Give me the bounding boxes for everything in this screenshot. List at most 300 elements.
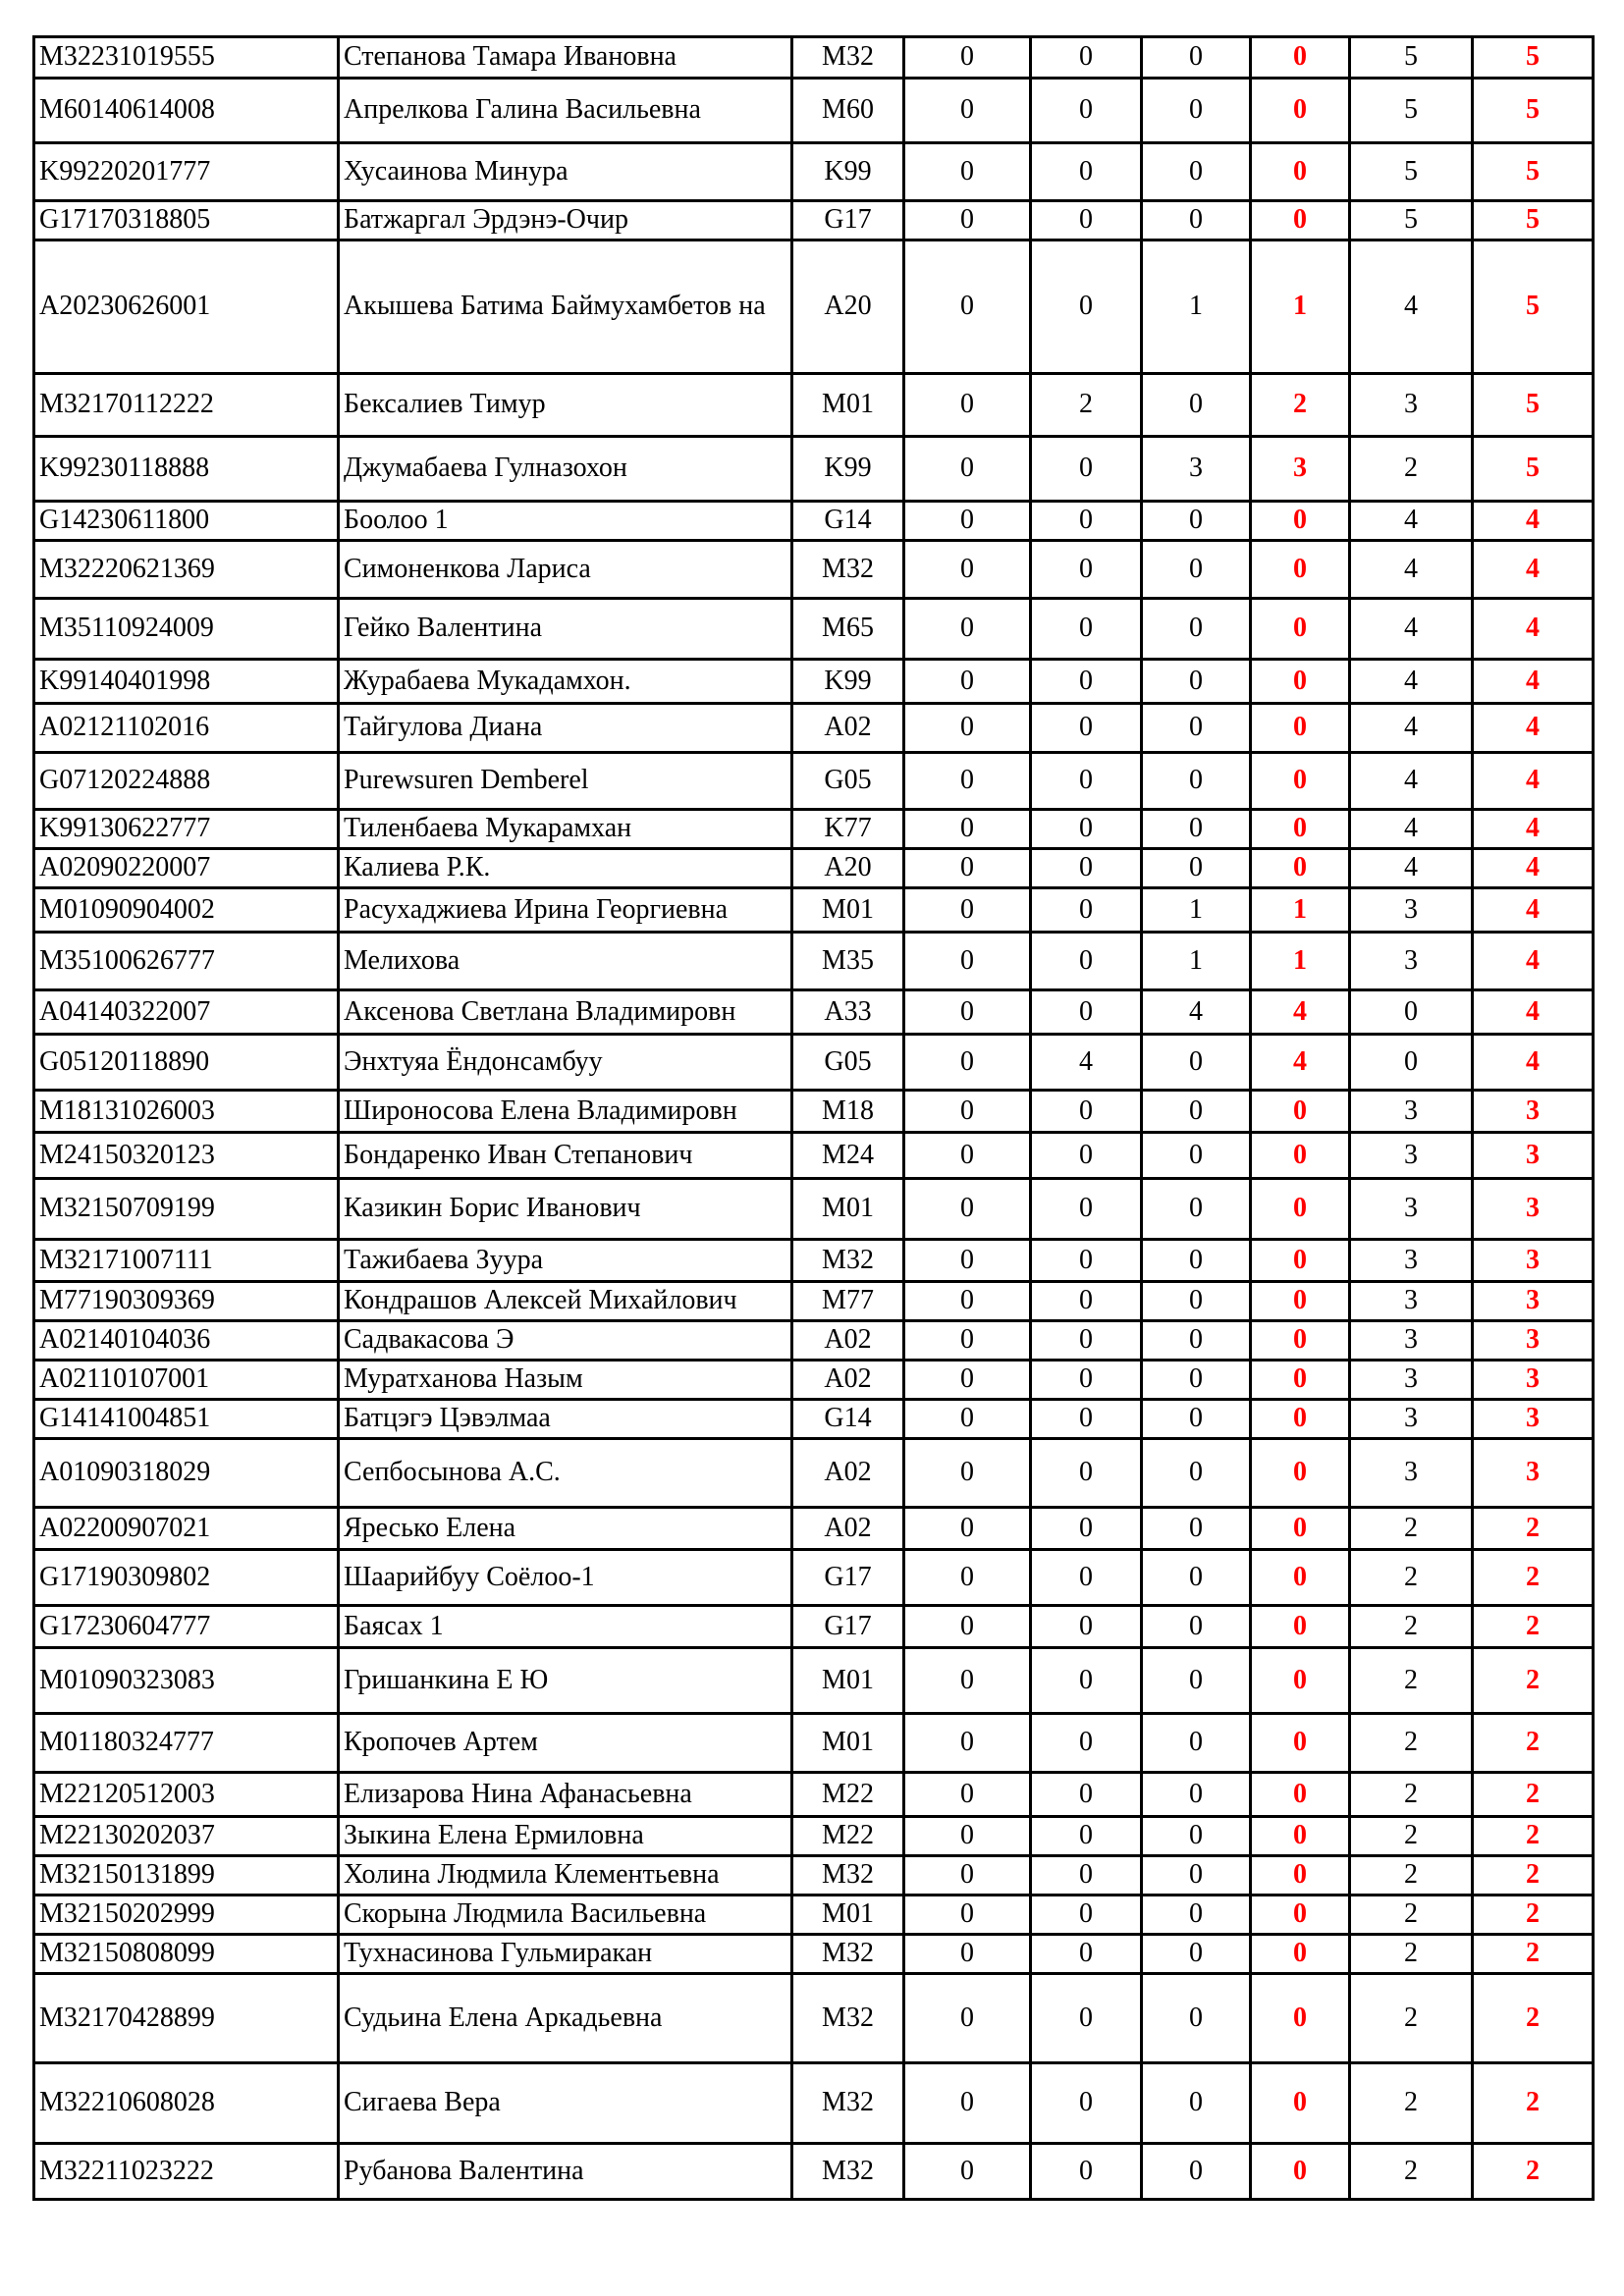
- row-value-3: 1: [1142, 888, 1251, 933]
- row-value-3: 0: [1142, 37, 1251, 79]
- table-row: [34, 1935, 1594, 1974]
- row-sum: 0: [1251, 1714, 1350, 1773]
- row-code: M01: [792, 1896, 904, 1935]
- row-name: Скорына Людмила Васильевна: [339, 1896, 792, 1935]
- row-value-1: 0: [904, 1606, 1031, 1648]
- table-row: [34, 1091, 1594, 1133]
- row-code: M32: [792, 2063, 904, 2144]
- table-row: [34, 1035, 1594, 1091]
- row-total: 2: [1473, 2144, 1594, 2200]
- row-sum: 0: [1251, 1240, 1350, 1282]
- row-value-1: 0: [904, 437, 1031, 502]
- row-value-5: 3: [1350, 888, 1473, 933]
- row-sum: 0: [1251, 1508, 1350, 1550]
- row-value-3: 4: [1142, 990, 1251, 1035]
- row-value-2: 0: [1031, 37, 1142, 79]
- row-id: M32150202999: [34, 1896, 339, 1935]
- row-name: Аксенова Светлана Владимировн: [339, 990, 792, 1035]
- row-value-5: 5: [1350, 201, 1473, 240]
- row-value-5: 2: [1350, 1974, 1473, 2063]
- row-value-1: 0: [904, 240, 1031, 374]
- row-value-2: 0: [1031, 240, 1142, 374]
- row-code: A02: [792, 1439, 904, 1508]
- row-value-5: 3: [1350, 1400, 1473, 1439]
- row-value-5: 4: [1350, 704, 1473, 753]
- row-value-5: 2: [1350, 1714, 1473, 1773]
- table-row: [34, 888, 1594, 933]
- row-value-5: 2: [1350, 1508, 1473, 1550]
- row-id: A02090220007: [34, 849, 339, 888]
- row-id: K99140401998: [34, 660, 339, 704]
- row-total: 2: [1473, 1935, 1594, 1974]
- row-value-2: 0: [1031, 201, 1142, 240]
- row-code: M01: [792, 1648, 904, 1714]
- row-sum: 3: [1251, 437, 1350, 502]
- row-total: 5: [1473, 201, 1594, 240]
- row-code: M01: [792, 1179, 904, 1240]
- row-code: M01: [792, 374, 904, 437]
- row-name: Степанова Тамара Ивановна: [339, 37, 792, 79]
- row-value-5: 3: [1350, 1240, 1473, 1282]
- row-value-5: 3: [1350, 374, 1473, 437]
- row-value-3: 0: [1142, 2144, 1251, 2200]
- row-id: M01090904002: [34, 888, 339, 933]
- row-id: M18131026003: [34, 1091, 339, 1133]
- row-id: A02140104036: [34, 1321, 339, 1361]
- row-value-1: 0: [904, 1321, 1031, 1361]
- row-value-1: 0: [904, 1817, 1031, 1856]
- row-value-2: 0: [1031, 1714, 1142, 1773]
- row-id: M32150709199: [34, 1179, 339, 1240]
- row-value-1: 0: [904, 143, 1031, 201]
- row-id: M24150320123: [34, 1133, 339, 1179]
- row-value-5: 2: [1350, 2063, 1473, 2144]
- row-value-3: 0: [1142, 1439, 1251, 1508]
- row-total: 3: [1473, 1091, 1594, 1133]
- row-value-1: 0: [904, 1935, 1031, 1974]
- row-value-2: 0: [1031, 1896, 1142, 1935]
- row-value-1: 0: [904, 1974, 1031, 2063]
- row-value-2: 0: [1031, 1773, 1142, 1817]
- row-value-2: 0: [1031, 990, 1142, 1035]
- row-value-3: 1: [1142, 240, 1251, 374]
- table-row: [34, 660, 1594, 704]
- row-code: G17: [792, 1550, 904, 1606]
- row-value-1: 0: [904, 1856, 1031, 1896]
- row-value-5: 3: [1350, 1321, 1473, 1361]
- row-value-5: 4: [1350, 240, 1473, 374]
- row-sum: 0: [1251, 1773, 1350, 1817]
- row-code: G05: [792, 1035, 904, 1091]
- row-value-5: 2: [1350, 1935, 1473, 1974]
- row-value-2: 4: [1031, 1035, 1142, 1091]
- row-code: A02: [792, 1361, 904, 1400]
- table-row: [34, 1606, 1594, 1648]
- row-value-5: 2: [1350, 1550, 1473, 1606]
- row-name: Бексалиев Тимур: [339, 374, 792, 437]
- row-value-3: 0: [1142, 599, 1251, 660]
- row-value-5: 3: [1350, 933, 1473, 990]
- table-row: [34, 2063, 1594, 2144]
- row-value-1: 0: [904, 1439, 1031, 1508]
- row-code: A20: [792, 240, 904, 374]
- row-sum: 0: [1251, 79, 1350, 143]
- row-value-3: 0: [1142, 541, 1251, 599]
- row-value-1: 0: [904, 1091, 1031, 1133]
- row-total: 2: [1473, 1817, 1594, 1856]
- row-name: Расухаджиева Ирина Георгиевна: [339, 888, 792, 933]
- row-value-5: 3: [1350, 1439, 1473, 1508]
- row-name: Батцэгэ Цэвэлмаа: [339, 1400, 792, 1439]
- table-row: [34, 374, 1594, 437]
- row-name: Боолоо 1: [339, 502, 792, 541]
- row-total: 3: [1473, 1240, 1594, 1282]
- row-total: 4: [1473, 810, 1594, 849]
- row-total: 3: [1473, 1282, 1594, 1321]
- row-value-1: 0: [904, 704, 1031, 753]
- table-row: [34, 143, 1594, 201]
- row-value-5: 4: [1350, 849, 1473, 888]
- row-total: 4: [1473, 1035, 1594, 1091]
- row-code: M32: [792, 1240, 904, 1282]
- row-sum: 1: [1251, 888, 1350, 933]
- row-id: M32210608028: [34, 2063, 339, 2144]
- row-value-5: 5: [1350, 37, 1473, 79]
- row-total: 2: [1473, 1606, 1594, 1648]
- row-id: M32231019555: [34, 37, 339, 79]
- row-value-3: 0: [1142, 1508, 1251, 1550]
- row-sum: 0: [1251, 1361, 1350, 1400]
- row-id: M32150131899: [34, 1856, 339, 1896]
- row-name: Тиленбаева Мукарамхан: [339, 810, 792, 849]
- row-value-2: 0: [1031, 888, 1142, 933]
- row-sum: 0: [1251, 704, 1350, 753]
- row-id: M32220621369: [34, 541, 339, 599]
- row-value-1: 0: [904, 1508, 1031, 1550]
- row-name: Батжаргал Эрдэнэ-Очир: [339, 201, 792, 240]
- row-value-1: 0: [904, 1035, 1031, 1091]
- row-id: A04140322007: [34, 990, 339, 1035]
- row-code: M32: [792, 37, 904, 79]
- row-value-1: 0: [904, 990, 1031, 1035]
- row-name: Кондрашов Алексей Михайлович: [339, 1282, 792, 1321]
- row-code: A02: [792, 704, 904, 753]
- row-id: M32170428899: [34, 1974, 339, 2063]
- row-code: M24: [792, 1133, 904, 1179]
- table-row: [34, 201, 1594, 240]
- row-value-1: 0: [904, 1361, 1031, 1400]
- table-row: [34, 933, 1594, 990]
- row-value-3: 0: [1142, 1400, 1251, 1439]
- row-value-1: 0: [904, 502, 1031, 541]
- row-sum: 0: [1251, 502, 1350, 541]
- row-name: Муратханова Назым: [339, 1361, 792, 1400]
- row-value-5: 3: [1350, 1133, 1473, 1179]
- row-code: G05: [792, 753, 904, 810]
- row-value-2: 0: [1031, 143, 1142, 201]
- row-value-2: 0: [1031, 79, 1142, 143]
- row-code: K99: [792, 143, 904, 201]
- row-total: 5: [1473, 374, 1594, 437]
- row-total: 4: [1473, 753, 1594, 810]
- row-value-2: 0: [1031, 1439, 1142, 1508]
- row-code: M18: [792, 1091, 904, 1133]
- row-id: G05120118890: [34, 1035, 339, 1091]
- row-value-2: 0: [1031, 1321, 1142, 1361]
- row-id: G17230604777: [34, 1606, 339, 1648]
- row-sum: 0: [1251, 1935, 1350, 1974]
- row-id: A20230626001: [34, 240, 339, 374]
- row-sum: 4: [1251, 1035, 1350, 1091]
- row-id: A02121102016: [34, 704, 339, 753]
- row-value-3: 0: [1142, 1361, 1251, 1400]
- row-sum: 0: [1251, 1817, 1350, 1856]
- row-name: Гришанкина Е Ю: [339, 1648, 792, 1714]
- row-id: M32150808099: [34, 1935, 339, 1974]
- row-value-3: 0: [1142, 1240, 1251, 1282]
- row-code: M32: [792, 541, 904, 599]
- row-code: G17: [792, 201, 904, 240]
- row-value-1: 0: [904, 541, 1031, 599]
- row-value-2: 0: [1031, 1550, 1142, 1606]
- table-row: [34, 1133, 1594, 1179]
- table-row: [34, 1361, 1594, 1400]
- row-sum: 0: [1251, 660, 1350, 704]
- row-value-5: 3: [1350, 1282, 1473, 1321]
- row-sum: 0: [1251, 2063, 1350, 2144]
- row-value-2: 0: [1031, 2144, 1142, 2200]
- row-value-3: 0: [1142, 201, 1251, 240]
- row-id: G07120224888: [34, 753, 339, 810]
- row-total: 2: [1473, 1508, 1594, 1550]
- row-value-3: 0: [1142, 1896, 1251, 1935]
- row-total: 4: [1473, 849, 1594, 888]
- table-row: [34, 1648, 1594, 1714]
- row-name: Энхтуяа Ёндонсамбуу: [339, 1035, 792, 1091]
- row-value-3: 0: [1142, 1817, 1251, 1856]
- row-value-2: 0: [1031, 704, 1142, 753]
- row-name: Журабаева Мукадамхон.: [339, 660, 792, 704]
- row-sum: 0: [1251, 599, 1350, 660]
- table-row: [34, 1240, 1594, 1282]
- table-row: [34, 1896, 1594, 1935]
- row-name: Сигаева Вера: [339, 2063, 792, 2144]
- row-value-1: 0: [904, 1648, 1031, 1714]
- row-total: 4: [1473, 888, 1594, 933]
- row-value-2: 0: [1031, 1282, 1142, 1321]
- row-id: M35110924009: [34, 599, 339, 660]
- row-value-3: 0: [1142, 1935, 1251, 1974]
- row-total: 2: [1473, 1974, 1594, 2063]
- table-row: [34, 1773, 1594, 1817]
- row-code: M32: [792, 1856, 904, 1896]
- row-sum: 0: [1251, 1282, 1350, 1321]
- row-value-3: 0: [1142, 1606, 1251, 1648]
- row-name: Тайгулова Диана: [339, 704, 792, 753]
- table-row: [34, 1550, 1594, 1606]
- row-value-2: 0: [1031, 1240, 1142, 1282]
- row-sum: 0: [1251, 1179, 1350, 1240]
- row-sum: 0: [1251, 143, 1350, 201]
- row-total: 3: [1473, 1400, 1594, 1439]
- row-code: M22: [792, 1773, 904, 1817]
- row-value-1: 0: [904, 37, 1031, 79]
- row-code: A33: [792, 990, 904, 1035]
- row-value-2: 0: [1031, 660, 1142, 704]
- row-value-3: 0: [1142, 502, 1251, 541]
- row-value-5: 0: [1350, 990, 1473, 1035]
- row-value-2: 0: [1031, 1817, 1142, 1856]
- row-value-2: 0: [1031, 2063, 1142, 2144]
- row-value-3: 0: [1142, 1179, 1251, 1240]
- table-row: [34, 599, 1594, 660]
- row-value-1: 0: [904, 2144, 1031, 2200]
- row-total: 2: [1473, 2063, 1594, 2144]
- row-value-5: 2: [1350, 2144, 1473, 2200]
- table-row: [34, 1974, 1594, 2063]
- row-name: Джумабаева Гулназохон: [339, 437, 792, 502]
- row-value-5: 2: [1350, 1606, 1473, 1648]
- row-code: M77: [792, 1282, 904, 1321]
- row-value-3: 0: [1142, 1282, 1251, 1321]
- row-code: G14: [792, 1400, 904, 1439]
- row-name: Садвакасова Э: [339, 1321, 792, 1361]
- row-value-3: 0: [1142, 2063, 1251, 2144]
- table-row: [34, 37, 1594, 79]
- row-code: M65: [792, 599, 904, 660]
- row-value-3: 3: [1142, 437, 1251, 502]
- row-value-5: 4: [1350, 502, 1473, 541]
- row-value-3: 0: [1142, 79, 1251, 143]
- table-row: [34, 437, 1594, 502]
- row-value-1: 0: [904, 753, 1031, 810]
- row-value-5: 4: [1350, 541, 1473, 599]
- row-code: M32: [792, 1935, 904, 1974]
- row-name: Елизарова Нина Афанасьевна: [339, 1773, 792, 1817]
- row-value-2: 0: [1031, 437, 1142, 502]
- row-value-1: 0: [904, 201, 1031, 240]
- row-value-5: 3: [1350, 1179, 1473, 1240]
- row-value-2: 0: [1031, 502, 1142, 541]
- row-name: Бондаренко Иван Степанович: [339, 1133, 792, 1179]
- row-name: Кропочев Артем: [339, 1714, 792, 1773]
- row-total: 2: [1473, 1856, 1594, 1896]
- row-id: M35100626777: [34, 933, 339, 990]
- row-sum: 0: [1251, 37, 1350, 79]
- table-row: [34, 990, 1594, 1035]
- row-value-1: 0: [904, 374, 1031, 437]
- row-total: 2: [1473, 1550, 1594, 1606]
- row-name: Зыкина Елена Ермиловна: [339, 1817, 792, 1856]
- row-value-5: 4: [1350, 599, 1473, 660]
- table-row: [34, 2144, 1594, 2200]
- row-name: Холина Людмила Клементьевна: [339, 1856, 792, 1896]
- row-value-2: 0: [1031, 1508, 1142, 1550]
- row-total: 4: [1473, 599, 1594, 660]
- table-row: [34, 502, 1594, 541]
- row-value-5: 3: [1350, 1361, 1473, 1400]
- row-value-3: 0: [1142, 704, 1251, 753]
- row-sum: 0: [1251, 849, 1350, 888]
- row-total: 4: [1473, 502, 1594, 541]
- row-value-2: 0: [1031, 1856, 1142, 1896]
- row-value-3: 0: [1142, 143, 1251, 201]
- row-value-3: 0: [1142, 374, 1251, 437]
- row-value-3: 0: [1142, 1648, 1251, 1714]
- row-value-1: 0: [904, 1896, 1031, 1935]
- row-value-2: 0: [1031, 599, 1142, 660]
- row-value-2: 0: [1031, 933, 1142, 990]
- row-id: M22130202037: [34, 1817, 339, 1856]
- table-row: [34, 1817, 1594, 1856]
- row-id: G17170318805: [34, 201, 339, 240]
- row-value-2: 0: [1031, 1400, 1142, 1439]
- row-value-1: 0: [904, 1282, 1031, 1321]
- row-value-2: 0: [1031, 753, 1142, 810]
- row-total: 4: [1473, 704, 1594, 753]
- results-table: [32, 35, 1595, 2201]
- row-value-5: 2: [1350, 437, 1473, 502]
- row-value-1: 0: [904, 1714, 1031, 1773]
- row-value-1: 0: [904, 1133, 1031, 1179]
- row-name: Хусаинова Минура: [339, 143, 792, 201]
- row-sum: 0: [1251, 1321, 1350, 1361]
- row-total: 3: [1473, 1439, 1594, 1508]
- row-value-1: 0: [904, 1773, 1031, 1817]
- row-code: K77: [792, 810, 904, 849]
- row-id: G17190309802: [34, 1550, 339, 1606]
- table-row: [34, 1179, 1594, 1240]
- row-name: Казикин Борис Иванович: [339, 1179, 792, 1240]
- row-total: 3: [1473, 1361, 1594, 1400]
- row-code: M22: [792, 1817, 904, 1856]
- row-code: G14: [792, 502, 904, 541]
- row-total: 3: [1473, 1321, 1594, 1361]
- row-name: Симоненкова Лариса: [339, 541, 792, 599]
- row-sum: 4: [1251, 990, 1350, 1035]
- row-value-5: 2: [1350, 1856, 1473, 1896]
- row-sum: 1: [1251, 240, 1350, 374]
- row-id: K99220201777: [34, 143, 339, 201]
- row-value-1: 0: [904, 79, 1031, 143]
- row-code: G17: [792, 1606, 904, 1648]
- row-code: M35: [792, 933, 904, 990]
- row-total: 4: [1473, 990, 1594, 1035]
- row-value-3: 0: [1142, 1856, 1251, 1896]
- row-sum: 0: [1251, 201, 1350, 240]
- row-id: M01090323083: [34, 1648, 339, 1714]
- row-value-1: 0: [904, 849, 1031, 888]
- row-sum: 0: [1251, 541, 1350, 599]
- row-sum: 0: [1251, 810, 1350, 849]
- row-value-1: 0: [904, 810, 1031, 849]
- row-value-5: 2: [1350, 1648, 1473, 1714]
- row-value-3: 0: [1142, 810, 1251, 849]
- row-value-5: 2: [1350, 1773, 1473, 1817]
- row-sum: 0: [1251, 1974, 1350, 2063]
- row-sum: 0: [1251, 1606, 1350, 1648]
- row-name: Гейко Валентина: [339, 599, 792, 660]
- row-value-2: 0: [1031, 1361, 1142, 1400]
- table-row: [34, 849, 1594, 888]
- row-id: M32171007111: [34, 1240, 339, 1282]
- row-value-3: 0: [1142, 1035, 1251, 1091]
- row-sum: 0: [1251, 1648, 1350, 1714]
- row-code: M32: [792, 1974, 904, 2063]
- table-row: [34, 541, 1594, 599]
- row-sum: 0: [1251, 2144, 1350, 2200]
- table-row: [34, 1321, 1594, 1361]
